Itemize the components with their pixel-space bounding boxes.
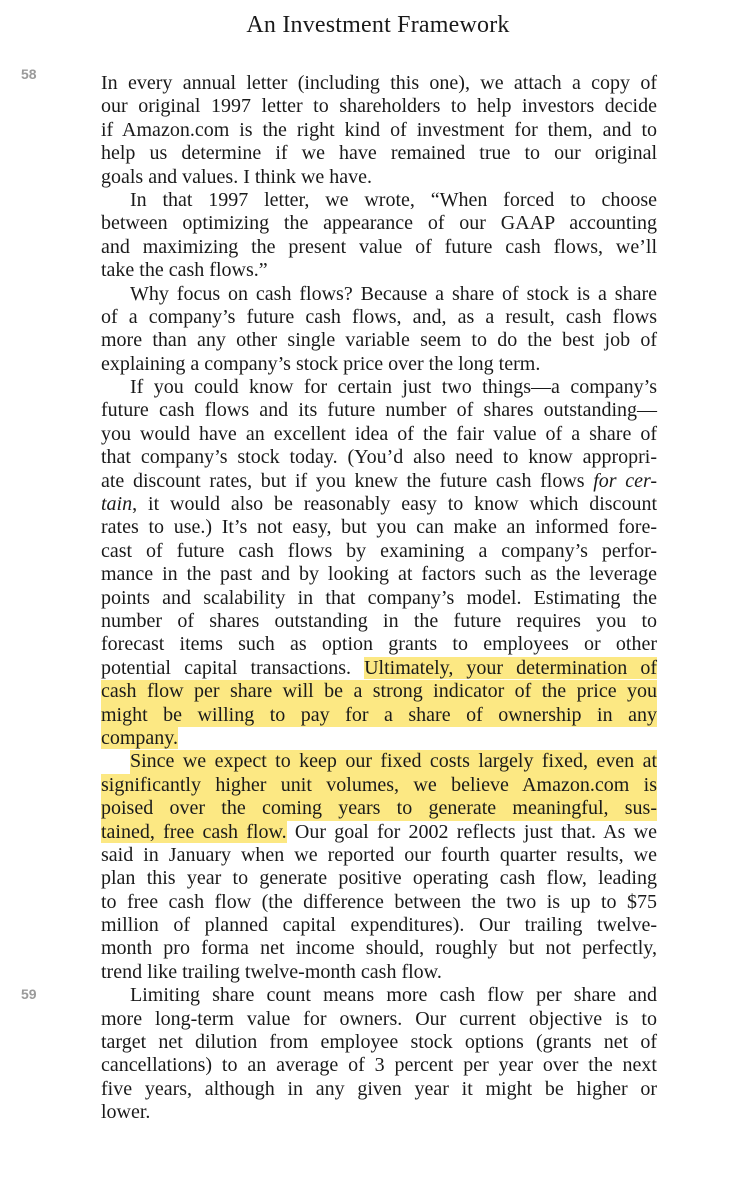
text-run: ate discount rates, but if you knew the future cash flows <box>101 469 594 492</box>
text-line <box>101 657 657 680</box>
text-line: more long-term value for owners. Our current objective is to <box>101 1007 657 1030</box>
paragraph-6 <box>101 984 657 1124</box>
italic-run: tain <box>101 493 133 516</box>
text-line: lower. <box>101 1101 151 1124</box>
highlighted-run: company. <box>101 726 179 749</box>
text-line: If you could know for certain just two things—a company’s <box>130 376 657 399</box>
text-line: our original 1997 letter to shareholders to help investors decide <box>101 95 657 118</box>
text-line: month pro forma net income should, roughly but not perfectly, <box>101 937 657 960</box>
text-line: cancellations) to an average of 3 percent per year over the next <box>101 1054 657 1077</box>
text-line: target net dilution from employee stock options (grants net of <box>101 1031 657 1054</box>
text-line: that company’s stock today. (You’d also need to know appropri- <box>101 446 657 469</box>
text-line <box>101 704 657 727</box>
text-line: Why focus on cash flows? Because a share of stock is a share <box>130 282 657 305</box>
text-line: forecast items such as option grants to employees or other <box>101 633 657 656</box>
page-title: An Investment Framework <box>246 12 510 38</box>
text-line: take the cash flows.” <box>101 259 268 282</box>
text-line: help us determine if we have remained true to our original <box>101 142 657 165</box>
text-line: trend like trailing twelve-month cash flow. <box>101 960 442 983</box>
text-line: of a company’s future cash flows, and, as a result, cash flows <box>101 305 657 328</box>
text-line <box>101 680 657 703</box>
paragraph-3 <box>101 283 657 377</box>
article-body <box>101 72 657 1125</box>
text-run: Since we expect to keep our fixed costs largely fixed, even at <box>130 750 657 773</box>
text-line: if Amazon.com is the right kind of investment for them, and to <box>101 118 657 141</box>
paragraph-5 <box>101 750 657 984</box>
text-line: between optimizing the appearance of our GAAP accounting <box>101 212 657 235</box>
text-line <box>101 470 657 493</box>
text-run: significantly higher unit volumes, we believe Amazon.com is <box>101 773 657 796</box>
highlighted-run: Ultimately, your determination of <box>364 656 657 679</box>
text-line <box>101 797 657 820</box>
text-line: explaining a company’s stock price over the long term. <box>101 352 541 375</box>
text-line: cast of future cash flows by examining a company’s perfor- <box>101 539 657 562</box>
paragraph-1 <box>101 72 657 189</box>
text-run: poised over the coming years to generate meaningful, sus- <box>101 797 657 820</box>
text-line: you would have an excellent idea of the fair value of a share of <box>101 422 657 445</box>
text-line <box>101 750 657 773</box>
text-line <box>101 727 657 750</box>
text-line: points and scalability in that company’s model. Estimating the <box>101 586 657 609</box>
page-number-59: 59 <box>21 986 37 1002</box>
text-line: rates to use.) It’s not easy, but you can make an informed fore- <box>101 516 657 539</box>
text-run: might be willing to pay for a share of ownership in any <box>101 703 657 726</box>
text-line: to free cash flow (the difference between the two is up to $75 <box>101 890 657 913</box>
text-line: and maximizing the present value of future cash flows, we’ll <box>101 235 657 258</box>
text-line: number of shares outstanding in the future requires you to <box>101 609 657 632</box>
page-number-58: 58 <box>21 66 37 82</box>
text-line: mance in the past and by looking at factors such as the leverage <box>101 563 657 586</box>
paragraph-4 <box>101 376 657 750</box>
text-line: In that 1997 letter, we wrote, “When forced to choose <box>130 188 657 211</box>
text-line <box>101 821 657 844</box>
text-line: million of planned capital expenditures). Our trailing twelve- <box>101 914 657 937</box>
text-run: , it would also be reasonably easy to know which discount <box>132 493 657 516</box>
text-run: potential capital transactions. <box>101 656 365 679</box>
text-line: future cash flows and its future number of shares outstanding— <box>101 399 657 422</box>
text-line: In every annual letter (including this one), we attach a copy of <box>101 72 657 94</box>
text-line: plan this year to generate positive operating cash flow, leading <box>101 867 657 890</box>
text-run: Our goal for 2002 reflects just that. As we <box>286 820 657 843</box>
italic-run: for cer- <box>593 469 658 492</box>
text-line: five years, although in any given year it might be higher or <box>101 1077 657 1100</box>
text-line: more than any other single variable seem to do the best job of <box>101 329 657 352</box>
text-line <box>101 493 657 516</box>
text-line: Limiting share count means more cash flow per share and <box>130 984 657 1007</box>
text-line: goals and values. I think we have. <box>101 165 373 188</box>
highlighted-run: tained, free cash flow. <box>101 820 287 843</box>
text-line <box>101 774 657 797</box>
text-run: cash flow per share will be a strong indicator of the price you <box>101 680 657 703</box>
text-line: said in January when we reported our fourth quarter results, we <box>101 843 657 866</box>
paragraph-2 <box>101 189 657 283</box>
